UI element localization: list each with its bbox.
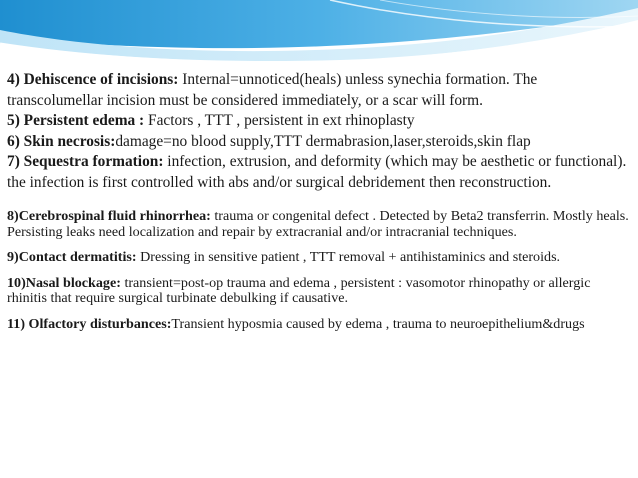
item-label: 5) Persistent edema : xyxy=(7,112,145,129)
item-label: 8)Cerebrospinal fluid rhinorrhea: xyxy=(7,208,211,224)
item-label: 11) Olfactory disturbances: xyxy=(7,315,172,332)
item-text: trauma or congenital defect . Detected by Beta2 transferrin. Mostly heals. Persisting leaks need localization and repair by extracranial and/or intracranial techniques. xyxy=(7,208,629,240)
item-text: infection, extrusion, and deformity (which may be aesthetic or functional). the infection is first controlled with abs and/or surgical debridement then reconstruction. xyxy=(7,153,627,191)
item-contact-dermatitis xyxy=(7,250,633,266)
item-text: damage=no blood supply,TTT dermabrasion,laser,steroids,skin flap xyxy=(115,132,531,150)
item-persistent-edema xyxy=(7,111,633,132)
item-text: Internal=unnoticed(heals) unless synechia formation. The transcolumellar incision must be considered immediately, or a scar will form. xyxy=(7,71,538,109)
item-label: 10)Nasal blockage: xyxy=(7,274,121,291)
item-skin-necrosis xyxy=(7,132,633,153)
item-sequestra xyxy=(7,152,633,193)
item-label: 9)Contact dermatitis: xyxy=(7,249,137,266)
item-text: Factors , TTT , persistent in ext rhinoplasty xyxy=(144,112,415,129)
item-text: Dressing in sensitive patient , TTT removal + antihistaminics and steroids. xyxy=(136,249,561,266)
item-nasal-blockage xyxy=(7,276,633,307)
item-olfactory xyxy=(7,317,633,333)
item-label: 4) Dehiscence of incisions: xyxy=(7,71,179,88)
item-text: transient=post-op trauma and edema , persistent : vasomotor rhinopathy or allergic rhinitis that require surgical turbinate debulking if causative. xyxy=(7,274,591,307)
slide-body xyxy=(7,70,633,333)
item-label: 7) Sequestra formation: xyxy=(7,153,164,170)
header-wave-decoration xyxy=(0,0,638,70)
item-dehiscence xyxy=(7,70,633,111)
item-text: Transient hyposmia caused by edema , trauma to neuroepithelium&drugs xyxy=(171,315,585,332)
item-csf-rhinorrhea xyxy=(7,209,633,240)
item-label: 6) Skin necrosis: xyxy=(7,132,116,150)
